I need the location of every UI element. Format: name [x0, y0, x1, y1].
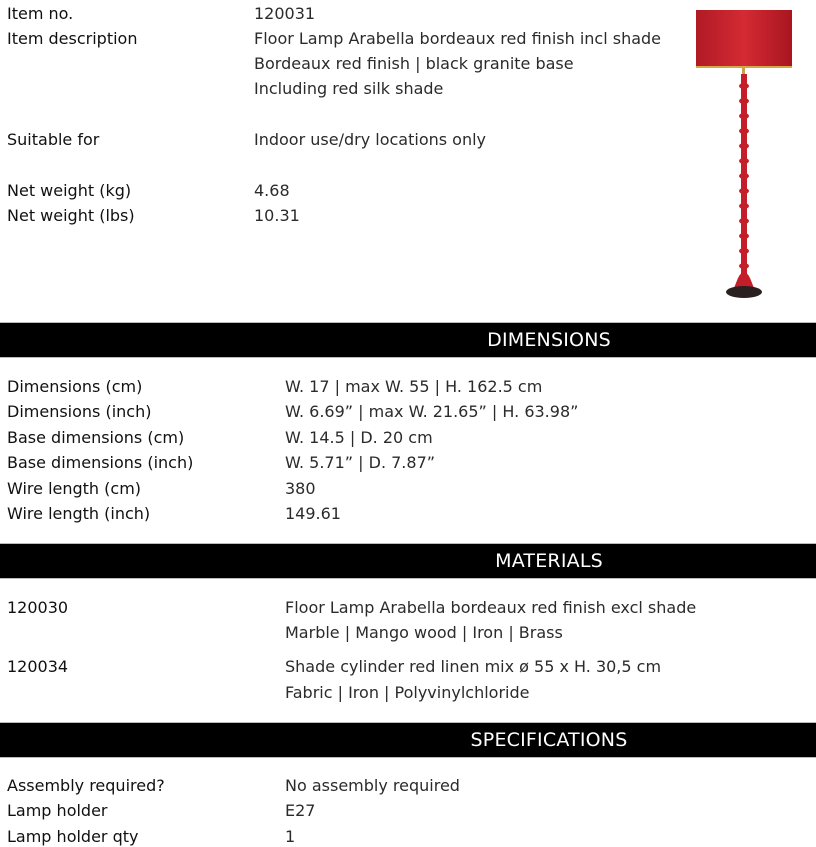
item-description-line3: Including red silk shade — [254, 79, 444, 98]
base-dimensions-cm-label: Base dimensions (cm) — [7, 428, 185, 447]
net-weight-kg-label: Net weight (kg) — [7, 181, 132, 200]
wire-length-cm-value: 380 — [285, 479, 316, 498]
dimensions-title: DIMENSIONS — [487, 329, 611, 351]
item-description-line2: Bordeaux red finish | black granite base — [254, 54, 574, 73]
wire-length-inch-value: 149.61 — [285, 504, 341, 523]
wire-length-cm-label: Wire length (cm) — [7, 479, 142, 498]
wire-length-inch-label: Wire length (inch) — [7, 504, 151, 523]
net-weight-lbs-value: 10.31 — [254, 206, 300, 225]
net-weight-lbs-label: Net weight (lbs) — [7, 206, 135, 225]
material-code: 120034 — [7, 657, 69, 676]
lamp-holder-qty-value: 1 — [285, 827, 296, 846]
dimensions-header — [0, 322, 816, 358]
specifications-title: SPECIFICATIONS — [470, 729, 628, 751]
material-composition: Fabric | Iron | Polyvinylchloride — [285, 683, 530, 702]
base-dimensions-inch-value: W. 5.71” | D. 7.87” — [285, 453, 436, 472]
assembly-required-label: Assembly required? — [7, 776, 165, 795]
materials-title: MATERIALS — [495, 550, 603, 572]
lamp-holder-label: Lamp holder — [7, 801, 108, 820]
material-composition: Marble | Mango wood | Iron | Brass — [285, 623, 563, 642]
suitable-for-label: Suitable for — [7, 130, 100, 149]
material-description: Floor Lamp Arabella bordeaux red finish excl shade — [285, 598, 697, 617]
dimensions-cm-value: W. 17 | max W. 55 | H. 162.5 cm — [285, 377, 543, 396]
materials-header — [0, 543, 816, 579]
specifications-header — [0, 722, 816, 758]
dimensions-inch-value: W. 6.69” | max W. 21.65” | H. 63.98” — [285, 402, 579, 421]
item-description-label: Item description — [7, 29, 138, 48]
lamp-holder-qty-label: Lamp holder qty — [7, 827, 139, 846]
assembly-required-value: No assembly required — [285, 776, 460, 795]
base-dimensions-cm-value: W. 14.5 | D. 20 cm — [285, 428, 433, 447]
material-code: 120030 — [7, 598, 69, 617]
base-dimensions-inch-label: Base dimensions (inch) — [7, 453, 194, 472]
floor-lamp-image — [690, 6, 800, 306]
item-description-value: Floor Lamp Arabella bordeaux red finish incl shade — [254, 29, 662, 48]
item-no-value: 120031 — [254, 4, 316, 23]
lamp-holder-value: E27 — [285, 801, 316, 820]
net-weight-kg-value: 4.68 — [254, 181, 290, 200]
dimensions-cm-label: Dimensions (cm) — [7, 377, 143, 396]
material-description: Shade cylinder red linen mix ø 55 x H. 30,5 cm — [285, 657, 662, 676]
suitable-for-value: Indoor use/dry locations only — [254, 130, 487, 149]
dimensions-inch-label: Dimensions (inch) — [7, 402, 152, 421]
item-no-label: Item no. — [7, 4, 74, 23]
